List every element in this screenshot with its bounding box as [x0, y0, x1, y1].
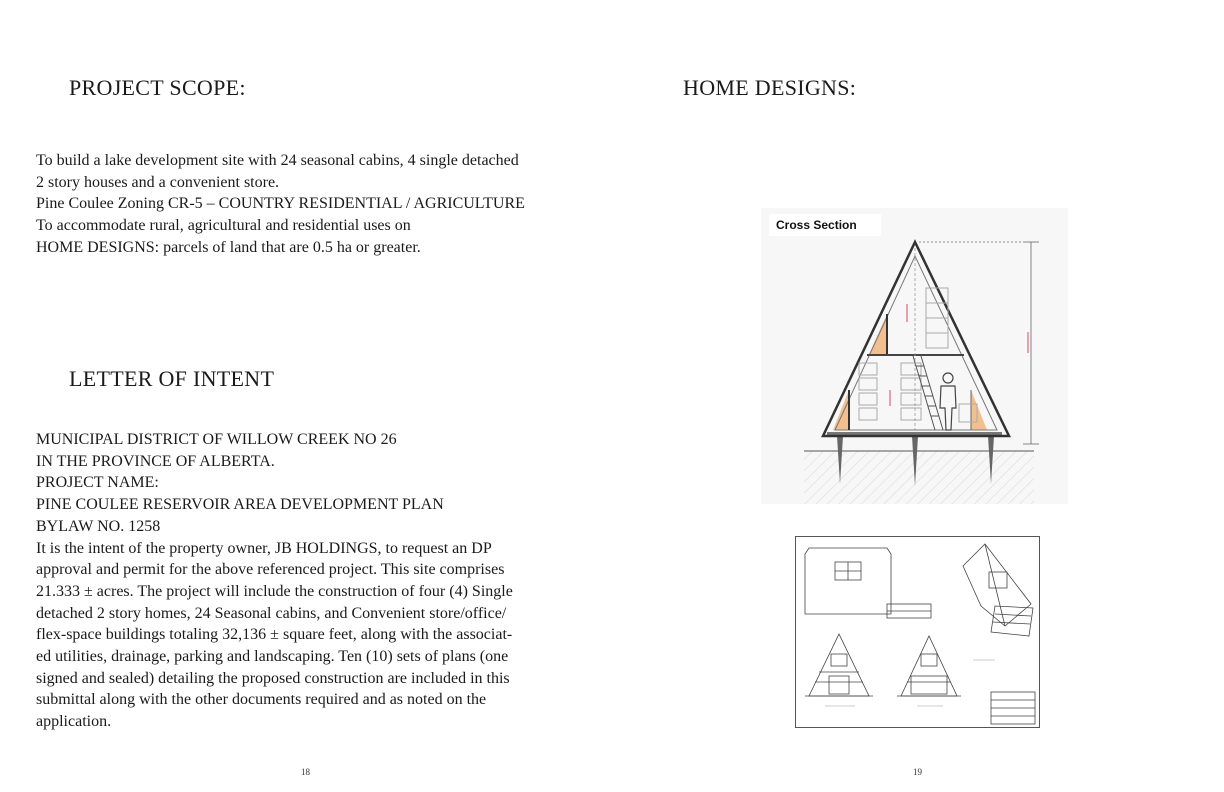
elevation-drawings-sheet: [795, 536, 1040, 728]
letter-line: It is the intent of the property owner, JB HOLDINGS, to request an DP: [36, 539, 492, 557]
letter-line: signed and sealed) detailing the proposed construction are included in this: [36, 669, 510, 687]
letter-line: IN THE PROVINCE OF ALBERTA.: [36, 452, 275, 470]
project-scope-heading: PROJECT SCOPE:: [69, 75, 246, 100]
letter-line: submittal along with the other documents required and as noted on the: [36, 691, 487, 709]
letter-line: MUNICIPAL DISTRICT OF WILLOW CREEK NO 26: [36, 431, 397, 448]
scope-line: HOME DESIGNS: parcels of land that are 0.5 ha or greater.: [36, 238, 421, 256]
letter-line: BYLAW NO. 1258: [36, 517, 161, 535]
letter-line: 21.333 ± acres. The project will include the construction of four (4) Single: [36, 582, 513, 600]
letter-of-intent-text: [36, 429, 596, 733]
right-page: [612, 0, 1224, 792]
scope-line: To accommodate rural, agricultural and residential uses on: [36, 217, 411, 235]
scope-line: To build a lake development site with 24 seasonal cabins, 4 single detached: [36, 152, 519, 169]
page-number: 18: [301, 767, 310, 777]
letter-line: approval and permit for the above referenced project. This site comprises: [36, 561, 505, 579]
letter-line: PINE COULEE RESERVOIR AREA DEVELOPMENT PLAN: [36, 496, 444, 514]
letter-line: ed utilities, drainage, parking and landscaping. Ten (10) sets of plans (one: [36, 648, 509, 666]
letter-line: application.: [36, 713, 112, 731]
scope-line: 2 story houses and a convenient store.: [36, 173, 280, 191]
project-scope-text: [36, 150, 596, 259]
letter-line: detached 2 story homes, 24 Seasonal cabins, and Convenient store/office/: [36, 604, 507, 622]
page-number: 19: [913, 767, 922, 777]
cross-section-label: Cross Section: [776, 218, 857, 232]
letter-line: PROJECT NAME:: [36, 474, 159, 492]
letter-of-intent-heading: LETTER OF INTENT: [69, 366, 275, 391]
cross-section-drawing: [761, 208, 1068, 504]
letter-line: flex-space buildings totaling 32,136 ± square feet, along with the associat-: [36, 626, 513, 644]
scope-line: Pine Coulee Zoning CR-5 – COUNTRY RESIDENTIAL / AGRICULTURE: [36, 195, 525, 213]
home-designs-heading: HOME DESIGNS:: [683, 75, 857, 100]
